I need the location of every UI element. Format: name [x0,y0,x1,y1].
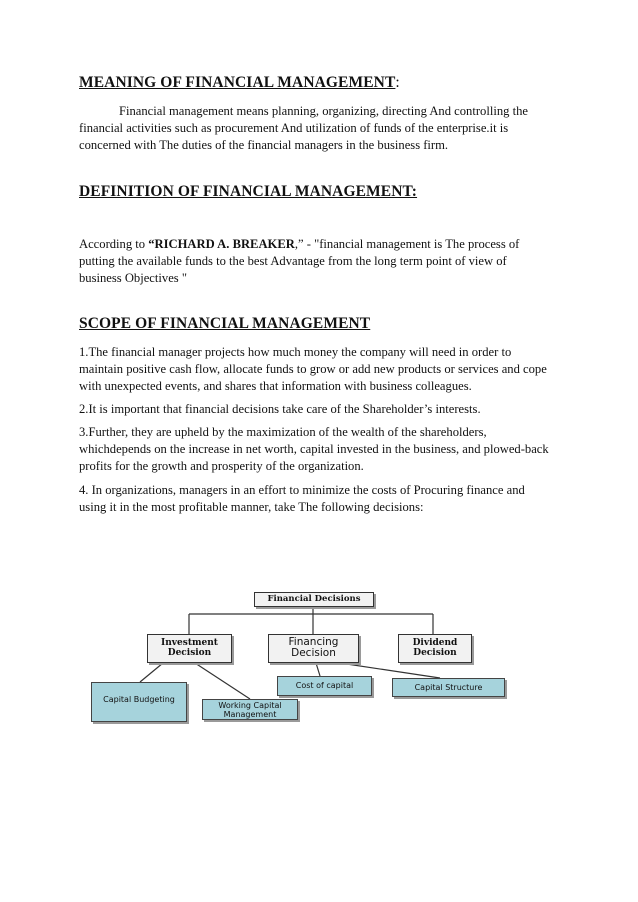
cost-of-capital-label: Cost of capital [295,681,354,690]
scope-point-3-line-3: profits for the growth and prosperity of the organization. [79,459,364,473]
scope-point-3-line-1: 3.Further, they are upheld by the maximization of the wealth of the shareholders, [79,425,487,439]
scope-heading: SCOPE OF FINANCIAL MANAGEMENT [79,315,371,332]
financial-decisions-label: Financial Decisions [267,594,361,604]
definition-heading: DEFINITION OF FINANCIAL MANAGEMENT: [79,183,418,200]
definition-line-3: business Objectives " [79,271,187,285]
definition-line-2: putting the available funds to the best Advantage from the long term point of view of [79,254,507,268]
capital-budgeting-box [91,682,187,722]
working-capital-label-1: Working Capital [218,701,282,710]
connector-capital-budgeting [140,663,163,682]
scope-point-4-line-1: 4. In organizations, managers in an effort to minimize the costs of Procuring finance and [79,483,525,497]
investment-label-1: Investment [161,638,218,648]
investment-decision-box [147,634,232,663]
scope-point-3-line-2: whichdepends on the increase in net worth, capital invested in the business, and plowed-back [79,442,549,456]
financial-decisions-box [254,592,374,607]
meaning-line-2: financial activities such as procurement And utilization of funds of the enterprise.it is [79,121,509,135]
scope-point-3 [79,424,569,475]
financing-label-2: Decision [291,647,336,659]
scope-point-1-line-2: maintain positive cash flow, allocate funds to grow or add new products or services and cope [79,362,547,376]
capital-structure-label: Capital Structure [414,683,483,692]
meaning-paragraph [79,103,569,154]
scope-point-4-line-2: using it in the most profitable manner, take The following decisions: [79,500,424,514]
scope-point-1-line-1: 1.The financial manager projects how much money the company will need in order to [79,345,512,359]
meaning-heading-colon: : [395,74,400,91]
connector-working-capital [195,663,250,699]
scope-point-4 [79,482,569,516]
dividend-label-1: Dividend [412,638,458,648]
investment-label-2: Decision [167,648,212,658]
financing-label-1: Financing [288,636,339,648]
scope-point-2 [79,401,569,418]
definition-quote-start: ,” - "financial management is The process of [294,237,520,251]
definition-paragraph [79,236,569,287]
scope-point-2-line-1: 2.It is important that financial decisions take care of the Shareholder’s interests. [79,402,481,416]
scope-point-1-line-3: with unexpected events, and shares that information with business colleagues. [79,379,472,393]
meaning-heading-text: MEANING OF FINANCIAL MANAGEMENT [79,74,396,91]
working-capital-box [202,699,298,720]
definition-line-1 [79,236,569,253]
financing-decision-box [268,634,359,663]
capital-structure-box [392,678,505,697]
connector-cost-of-capital [316,663,320,676]
cost-of-capital-box [277,676,372,696]
meaning-heading [79,74,400,92]
meaning-line-1: Financial management means planning, organizing, directing And controlling the [119,104,528,118]
scope-point-1 [79,344,569,395]
capital-budgeting-label: Capital Budgeting [103,695,175,704]
working-capital-label-2: Management [223,710,277,719]
definition-prefix: According to [79,237,149,251]
meaning-line-3: concerned with The duties of the financial managers in the business firm. [79,138,449,152]
definition-author: “RICHARD A. BREAKER [148,237,295,251]
dividend-label-2: Decision [413,648,457,658]
dividend-decision-box [398,634,472,663]
